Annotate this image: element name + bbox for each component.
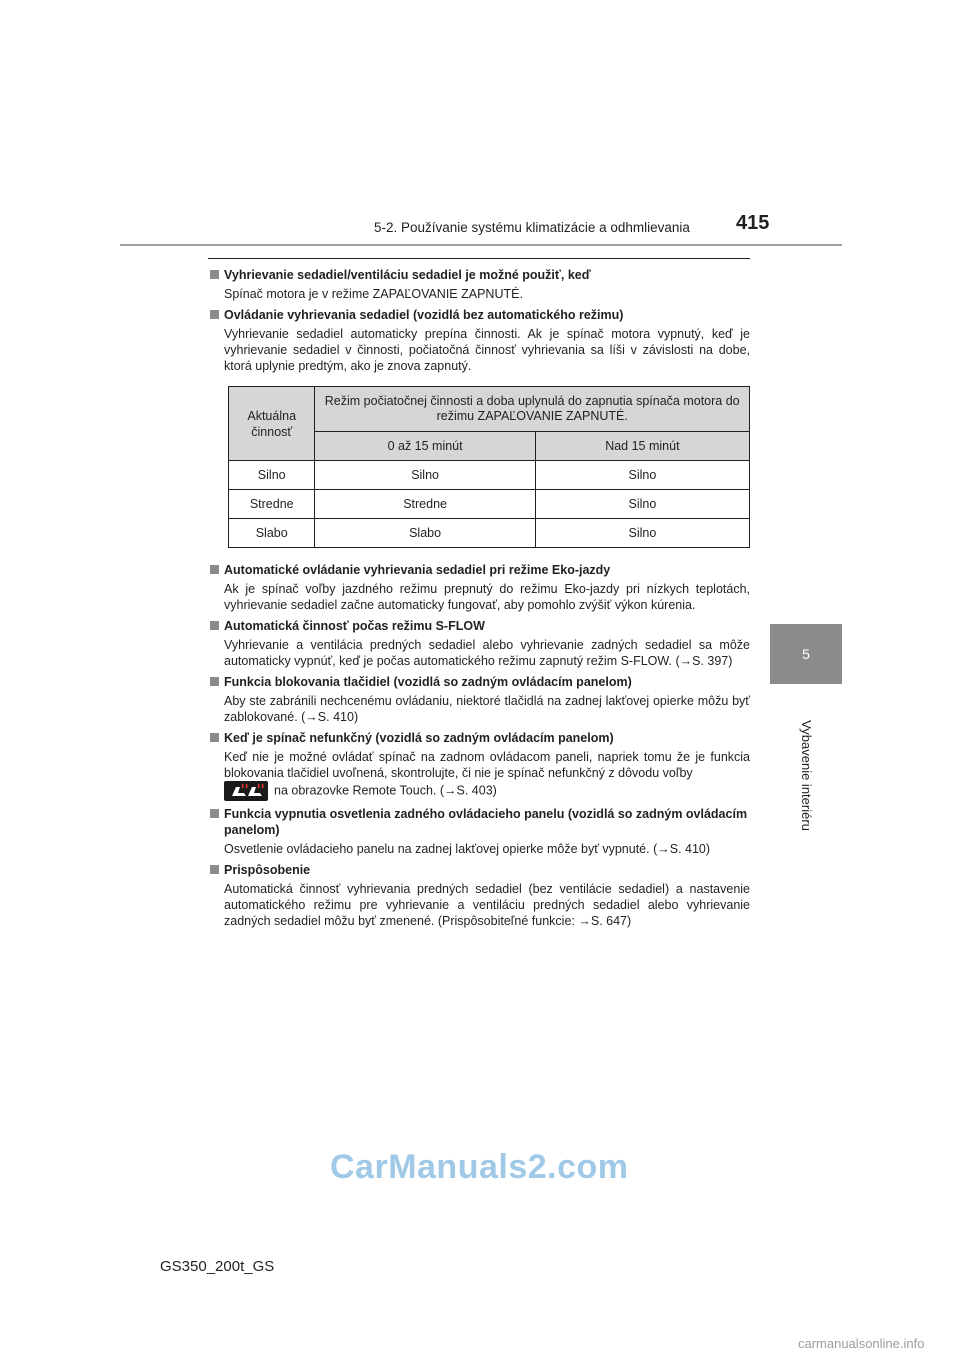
section-switch-inoperative [208, 730, 750, 801]
table-cell: Silno [535, 519, 749, 548]
table-header-sub-1: 0 až 15 minút [315, 432, 535, 461]
table-cell: Silno [229, 461, 315, 490]
section-heading: Prispôsobenie [208, 862, 750, 878]
section-eco-mode [208, 562, 750, 613]
section-body: Vyhrievanie sedadiel automaticky prepína činnosti. Ak je spínač motora vypnutý, keď je vyhrievanie sedadiel v činnosti, počiatočná činnosť vyhrievania sa líši v závislosti na dobe, ktorá uplynie predtým, ako je znova zapnutý. [224, 327, 750, 373]
section-button-lock [208, 674, 750, 725]
section-heading: Ovládanie vyhrievania sedadiel (vozidlá bez automatického režimu) [208, 307, 750, 323]
table-header-sub-2: Nad 15 minút [535, 432, 749, 461]
section-heading: Keď je spínač nefunkčný (vozidlá so zadným ovládacím panelom) [208, 730, 750, 746]
section-body: Spínač motora je v režime ZAPAĽOVANIE ZAPNUTÉ. [224, 287, 523, 301]
bullet-square-icon [210, 809, 219, 818]
table-cell: Silno [315, 461, 535, 490]
section-body: Automatická činnosť vyhrievania predných sedadiel (bez ventilácie sedadiel) a nastavenie automatického režimu pre vyhrievanie a ventiláciu predných sedadiel alebo vyhrievanie zadných sedadiel môžu byť zmenené. (Prispôsobiteľné funkcie: →S. 647) [224, 882, 750, 928]
table-cell: Silno [535, 461, 749, 490]
table-header-group: Režim počiatočnej činnosti a doba uplynulá do zapnutia spínača motora do režimu ZAPAĽOVANIE ZAPNUTÉ. [315, 387, 750, 432]
bullet-square-icon [210, 677, 219, 686]
watermark-logo: CarManuals2.com [330, 1148, 629, 1186]
bullet-square-icon [210, 565, 219, 574]
section-rear-panel-lights [208, 806, 750, 857]
chapter-title: 5-2. Používanie systému klimatizácie a odhmlievania [374, 220, 690, 235]
section-body: Ak je spínač voľby jazdného režimu prepnutý do režimu Eko-jazdy pri nízkych teplotách, vyhrievanie sedadiel začne automaticky fungovať, aby pomohlo zvýšiť výkon kúrenia. [224, 582, 750, 612]
table-cell: Slabo [315, 519, 535, 548]
section-s-flow [208, 618, 750, 669]
seat-heating-table [228, 386, 750, 548]
table-cell: Stredne [315, 490, 535, 519]
section-heading: Funkcia blokovania tlačidiel (vozidlá so zadným ovládacím panelom) [208, 674, 750, 690]
section-body: Vyhrievanie a ventilácia predných sedadiel alebo vyhrievanie zadných sedadiel sa môže automaticky vypnúť, keď je počas automatického režimu zapnutý režim S-FLOW. (→S. 397) [224, 638, 750, 668]
footer-model-code: GS350_200t_GS [160, 1258, 275, 1275]
table-cell: Slabo [229, 519, 315, 548]
section-body: Keď nie je možné ovládať spínač na zadnom ovládacom paneli, napriek tomu že je funkcia blokovania tlačidiel uvoľnená, skontrolujte, či nie je spínač nefunkčný z dôvodu voľby na obrazovke Remote Touch. (→S. 403) [208, 749, 750, 801]
table-cell: Stredne [229, 490, 315, 519]
section-heading: Automatická činnosť počas režimu S-FLOW [208, 618, 750, 634]
section-heading: Vyhrievanie sedadiel/ventiláciu sedadiel je možné použiť, keď [208, 267, 750, 283]
section-body: Aby ste zabránili nechcenému ovládaniu, niektoré tlačidlá na zadnej lakťovej opierke môžu byť zablokované. (→S. 410) [224, 694, 750, 724]
table-cell: Silno [535, 490, 749, 519]
section-heading: Funkcia vypnutia osvetlenia zadného ovládacieho panelu (vozidlá so zadným ovládacím panelom) [208, 806, 750, 838]
bullet-square-icon [210, 270, 219, 279]
section-body: Osvetlenie ovládacieho panelu na zadnej lakťovej opierke môže byť vypnuté. (→S. 410) [224, 842, 711, 856]
section-customization [208, 862, 750, 929]
table-row [229, 461, 750, 490]
rear-seat-heater-icon [224, 781, 268, 801]
chapter-side-label: Vybavenie interiéru [798, 719, 814, 831]
bullet-square-icon [210, 865, 219, 874]
bullet-square-icon [210, 310, 219, 319]
table-header-current: Aktuálna činnosť [229, 387, 315, 461]
section-seat-heating-control [208, 307, 750, 374]
table-row [229, 490, 750, 519]
bullet-square-icon [210, 733, 219, 742]
watermark-url: carmanualsonline.info [798, 1336, 925, 1351]
page-number: 415 [736, 212, 770, 234]
section-seat-heating-conditions [208, 267, 750, 302]
table-row [229, 519, 750, 548]
header-divider [120, 244, 842, 246]
chapter-tab: 5 [770, 624, 842, 684]
bullet-square-icon [210, 621, 219, 630]
page-content [208, 258, 750, 934]
section-heading: Automatické ovládanie vyhrievania sedadiel pri režime Eko-jazdy [208, 562, 750, 578]
